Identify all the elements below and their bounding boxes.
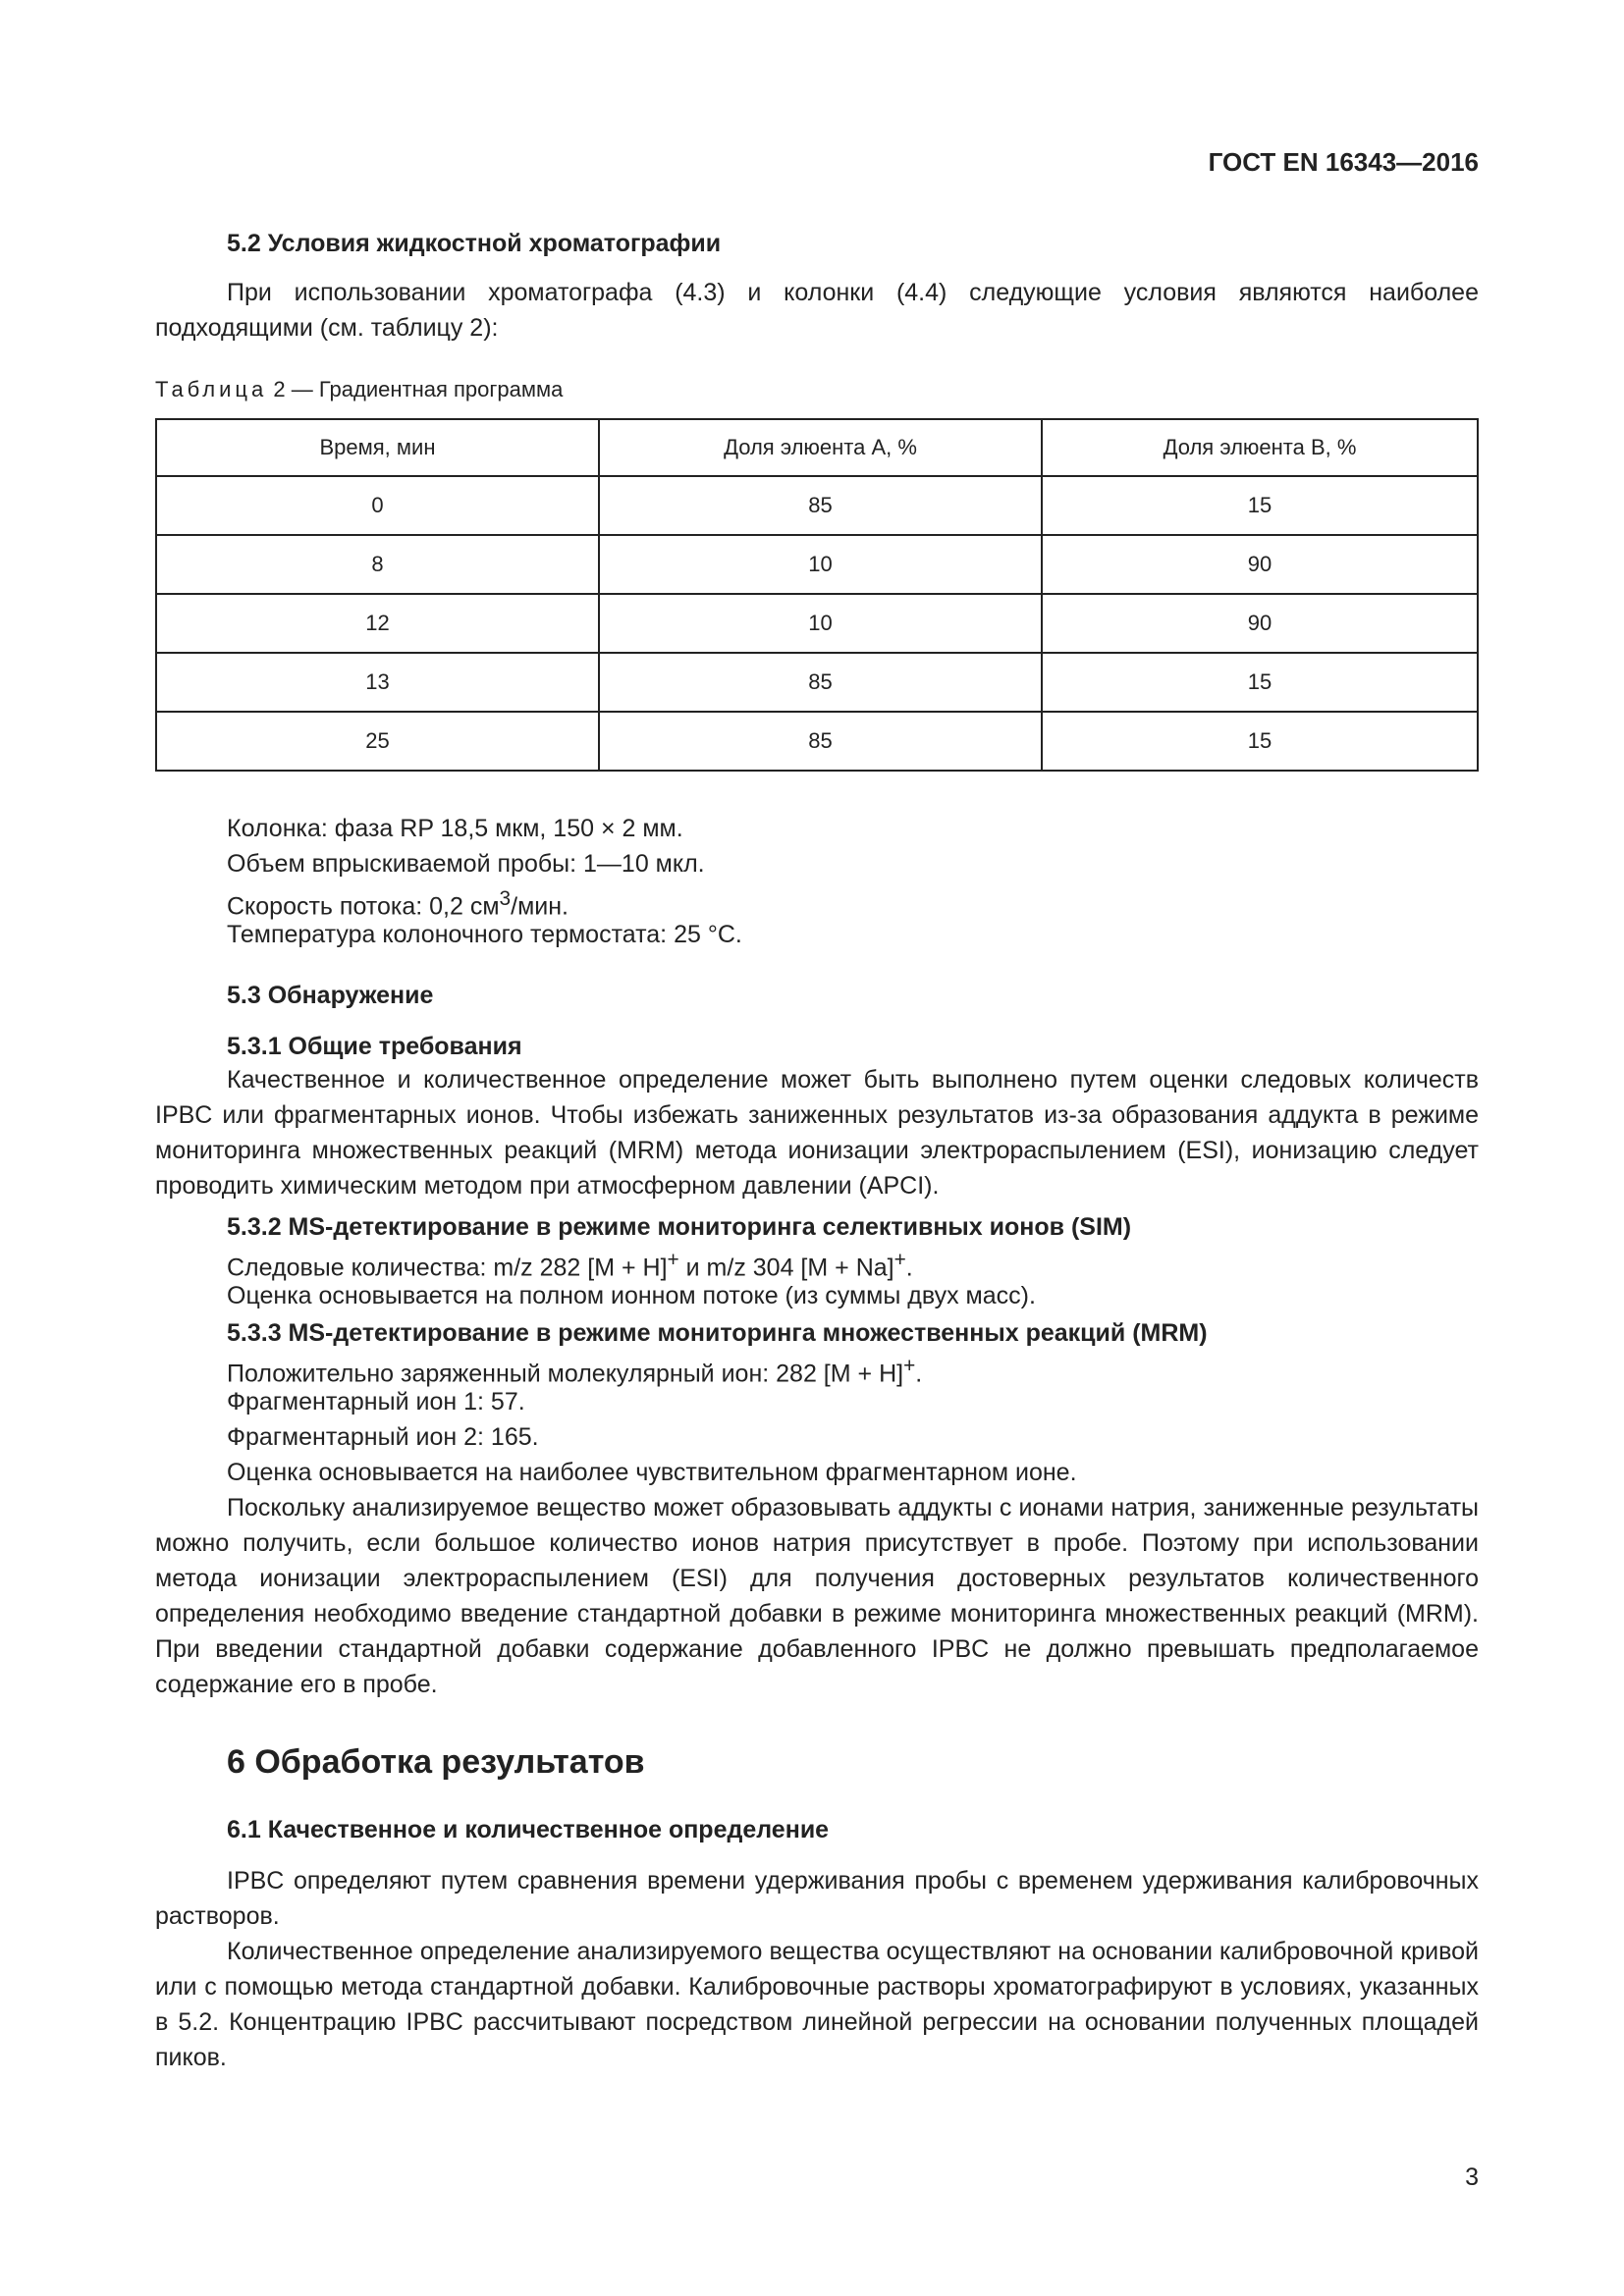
table-cell: 13 <box>156 653 599 712</box>
table-header-eluent-a: Доля элюента А, % <box>599 419 1042 476</box>
condition-column: Колонка: фаза RP 18,5 мкм, 150 × 2 мм. <box>227 815 683 842</box>
mrm-fragment-ion-1: Фрагментарный ион 1: 57. <box>227 1388 525 1415</box>
page-number: 3 <box>1465 2163 1479 2191</box>
document-id: ГОСТ EN 16343—2016 <box>1208 147 1479 177</box>
flow-rate-superscript: 3 <box>499 887 512 910</box>
condition-injection-volume: Объем впрыскиваемой пробы: 1—10 мкл. <box>227 850 705 878</box>
trace-end: . <box>905 1254 913 1282</box>
mrm-fragment-ion-2: Фрагментарный ион 2: 165. <box>227 1423 539 1451</box>
table-cell: 10 <box>599 594 1042 653</box>
gradient-program-table <box>155 418 1479 772</box>
table-row <box>156 535 1478 594</box>
trace-ion-1: Следовые количества: m/z 282 [M + H] <box>227 1254 668 1282</box>
table-cell: 90 <box>1042 594 1478 653</box>
section-5-2-heading: 5.2 Условия жидкостной хроматографии <box>227 230 722 257</box>
mrm-adduct-paragraph: Поскольку анализируемое вещество может образовывать аддукты с ионами натрия, заниженные результаты можно получить, если большое количество ионов натрия присутствует в пробе. Поэтому при использовании метода ионизации электрораспылением (ESI) для получения достоверных результатов количественного определения необходимо введение стандартной добавки в режиме мониторинга множественных реакций (MRM). При введении стандартной добавки содержание добавленного IPBC не должно превышать предполагаемое содержание его в пробе. <box>155 1494 1479 1698</box>
table-cell: 90 <box>1042 535 1478 594</box>
section-5-3-2-heading: 5.3.2 MS-детектирование в режиме мониторинга селективных ионов (SIM) <box>227 1213 1132 1241</box>
charge-superscript: + <box>903 1355 916 1377</box>
condition-temperature: Температура колоночного термостата: 25 °С. <box>227 921 742 948</box>
trace-ion-2: и m/z 304 [M + Na] <box>678 1254 894 1282</box>
table-cell: 85 <box>599 653 1042 712</box>
section-6-1-paragraph-1: IPBC определяют путем сравнения времени удерживания пробы с временем удерживания калибровочных растворов. <box>155 1867 1479 1930</box>
mrm-evaluation: Оценка основывается на наиболее чувствительном фрагментарном ионе. <box>227 1459 1077 1486</box>
table-cell: 12 <box>156 594 599 653</box>
table-2-caption <box>155 377 563 402</box>
table-cell: 15 <box>1042 712 1478 771</box>
flow-rate-value: Скорость потока: 0,2 см <box>227 892 500 921</box>
table-header-row <box>156 419 1478 476</box>
molecular-ion-end: . <box>915 1360 923 1388</box>
table-cell: 8 <box>156 535 599 594</box>
table-caption-label: Таблица <box>155 377 268 401</box>
section-5-3-3-heading: 5.3.3 MS-детектирование в режиме мониторинга множественных реакций (MRM) <box>227 1319 1208 1347</box>
table-row <box>156 653 1478 712</box>
section-5-3-1-heading: 5.3.1 Общие требования <box>227 1033 522 1060</box>
table-row <box>156 594 1478 653</box>
table-cell: 85 <box>599 476 1042 535</box>
table-header-eluent-b: Доля элюента В, % <box>1042 419 1478 476</box>
charge-superscript: + <box>667 1249 679 1271</box>
section-5-3-heading: 5.3 Обнаружение <box>227 982 434 1009</box>
section-6-1-heading: 6.1 Качественное и количественное определение <box>227 1816 830 1843</box>
section-5-2-intro: При использовании хроматографа (4.3) и колонки (4.4) следующие условия являются наиболее подходящими (см. таблицу 2): <box>155 279 1479 342</box>
sim-evaluation: Оценка основывается на полном ионном потоке (из суммы двух масс). <box>227 1282 1036 1309</box>
table-cell: 0 <box>156 476 599 535</box>
table-row <box>156 712 1478 771</box>
section-6-1-paragraph-2: Количественное определение анализируемого вещества осуществляют на основании калибровочной кривой или с помощью метода стандартной добавки. Калибровочные растворы хроматографируют в условиях, указанных в 5.2. Концентрацию IPBC рассчитывают посредством линейной регрессии на основании полученных площадей пиков. <box>155 1938 1479 2071</box>
table-cell: 15 <box>1042 653 1478 712</box>
table-cell: 10 <box>599 535 1042 594</box>
table-cell: 85 <box>599 712 1042 771</box>
section-5-3-1-text: Качественное и количественное определение может быть выполнено путем оценки следовых количеств IPBC или фрагментарных ионов. Чтобы избежать заниженных результатов из-за образования аддукта в режиме мониторинга множественных реакций (MRM) метода ионизации электрораспылением (ESI), ионизацию следует проводить химическим методом при атмосферном давлении (APCI). <box>155 1066 1479 1200</box>
molecular-ion-value: Положительно заряженный молекулярный ион: 282 [M + H] <box>227 1360 904 1388</box>
table-header-time: Время, мин <box>156 419 599 476</box>
table-caption-title: 2 — Градиентная программа <box>267 377 564 401</box>
charge-superscript: + <box>893 1249 906 1271</box>
flow-rate-unit: /мин. <box>511 892 568 921</box>
table-cell: 15 <box>1042 476 1478 535</box>
table-row <box>156 476 1478 535</box>
section-6-heading: 6 Обработка результатов <box>227 1743 645 1781</box>
table-cell: 25 <box>156 712 599 771</box>
